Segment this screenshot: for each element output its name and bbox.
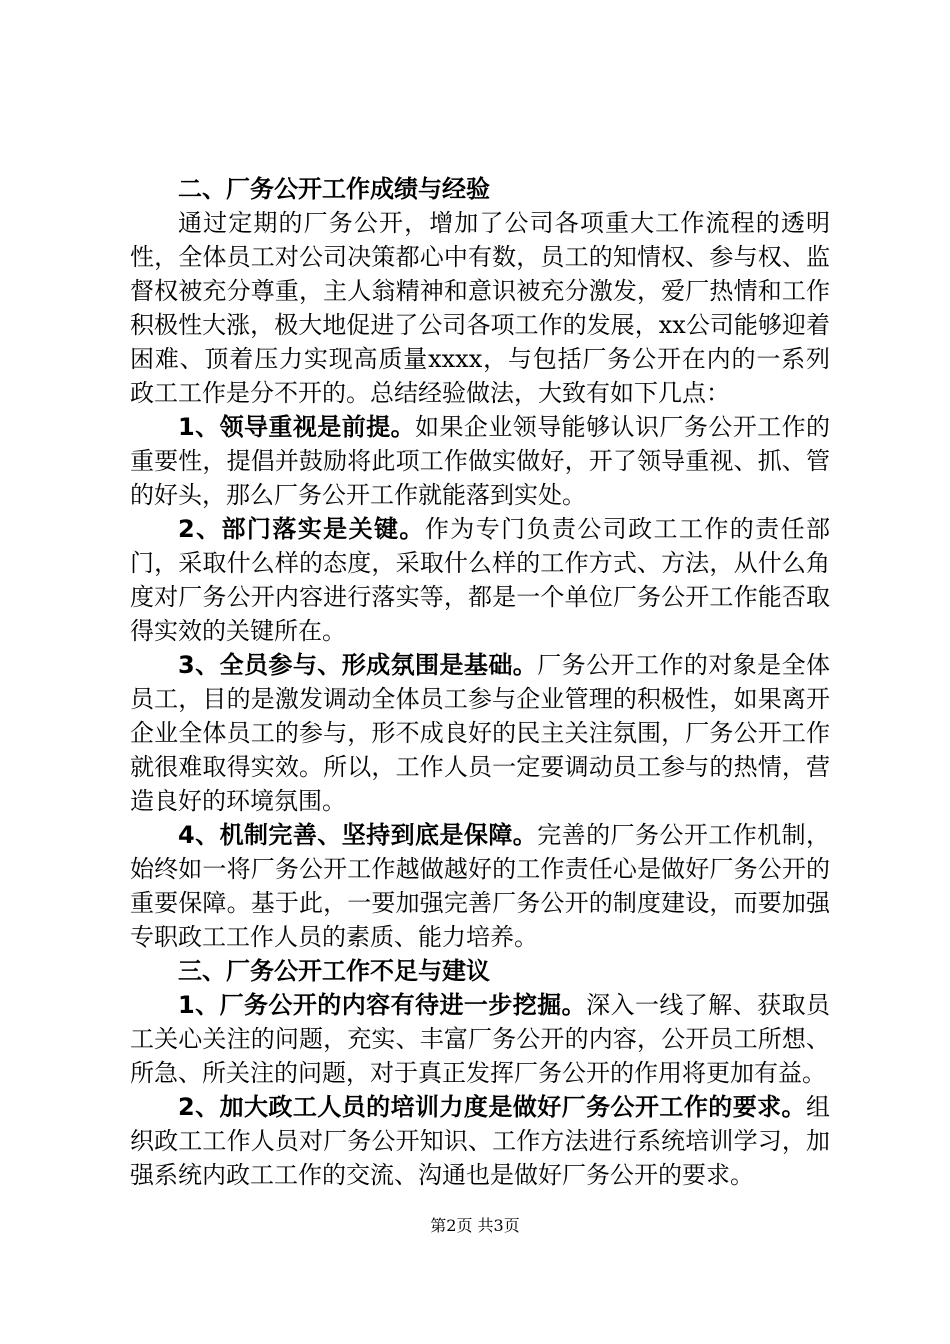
document-body <box>130 172 830 1192</box>
paragraph-intro: 通过定期的厂务公开，增加了公司各项重大工作流程的透明性，全体员工对公司决策都心中有数，员工的知情权、参与权、监督权被充分尊重，主人翁精神和意识被充分激发，爱厂热情和工作积极性大涨，极大地促进了公司各项工作的发展，xx公司能够迎着困难、顶着压力实现高质量xxxx，与包括厂务公开在内的一系列政工工作是分不开的。总结经验做法，大致有如下几点： <box>130 209 830 407</box>
item-5-lead: 1、厂务公开的内容有待进一步挖掘。 <box>178 991 587 1019</box>
paragraph-item-6 <box>130 1090 830 1192</box>
page-footer: 第2页 共3页 <box>430 1216 520 1235</box>
item-4-body: 完善的厂务公开工作机制，始终如一将厂务公开工作越做越好的工作责任心是做好厂务公开的重要保障。基于此，一要加强完善厂务公开的制度建设，而要加强专职政工工作人员的素质、能力培养。 <box>130 821 830 951</box>
item-6-lead: 2、加大政工人员的培训力度是做好厂务公开工作的要求。 <box>178 1093 806 1121</box>
item-5-body: 深入一线了解、获取员工关心关注的问题，充实、丰富厂务公开的内容，公开员工所想、所急、所关注的问题，对于真正发挥厂务公开的作用将更加有益。 <box>130 991 831 1087</box>
item-3-lead: 3、全员参与、形成氛围是基础。 <box>178 651 538 679</box>
item-2-body: 作为专门负责公司政工工作的责任部门，采取什么样的态度，采取什么样的工作方式、方法，从什么角度对厂务公开内容进行落实等，都是一个单位厂务公开工作能否取得实效的关键所在。 <box>130 515 831 645</box>
section-heading-achievements: 二、厂务公开工作成绩与经验 <box>178 175 490 203</box>
paragraph-item-4 <box>130 818 830 954</box>
item-4-lead: 4、机制完善、坚持到底是保障。 <box>178 821 538 849</box>
paragraph-item-2 <box>130 512 830 648</box>
item-1-body: 如果企业领导能够认识厂务公开工作的重要性，提倡并鼓励将此项工作做实做好，开了领导重视、抓、管的好头，那么厂务公开工作就能落到实处。 <box>130 413 830 509</box>
paragraph-item-1 <box>130 410 830 512</box>
item-6-body: 组织政工工作人员对厂务公开知识、工作方法进行系统培训学习，加强系统内政工工作的交流、沟通也是做好厂务公开的要求。 <box>130 1093 830 1189</box>
item-1-lead: 1、领导重视是前提。 <box>178 413 416 441</box>
item-2-lead: 2、部门落实是关键。 <box>178 515 425 543</box>
section-heading-shortcomings: 三、厂务公开工作不足与建议 <box>178 957 490 985</box>
item-3-body: 厂务公开工作的对象是全体员工，目的是激发调动全体员工参与企业管理的积极性，如果离开企业全体员工的参与，形不成良好的民主关注氛围，厂务公开工作就很难取得实效。所以，工作人员一定要调动员工参与的热情，营造良好的环境氛围。 <box>130 651 830 815</box>
paragraph-item-5 <box>130 988 830 1090</box>
paragraph-item-3 <box>130 648 830 818</box>
